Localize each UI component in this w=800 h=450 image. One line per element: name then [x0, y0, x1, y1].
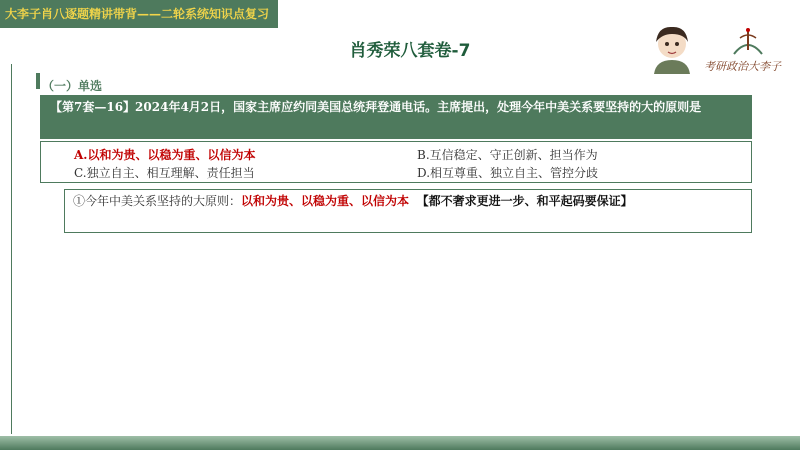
question-text: 【第7套—16】2024年4月2日，国家主席应约同美国总统拜登通电话。主席提出，处理今年中美关系要坚持的大的原则是: [50, 100, 702, 114]
option-a[interactable]: A.以和为贵、以稳为重、以信为本: [74, 148, 256, 162]
option-b[interactable]: B.互信稳定、守正创新、担当作为: [417, 148, 598, 162]
question-box: [40, 95, 752, 139]
option-c[interactable]: C.独立自主、相互理解、责任担当: [74, 166, 255, 180]
page-title: 肖秀荣八套卷-7: [349, 41, 471, 61]
answer-highlight: 以和为贵、以稳为重、以信为本: [241, 194, 410, 208]
banner-text: 大李子肖八逐题精讲带背——二轮系统知识点复习: [5, 7, 270, 21]
answer-note: 【都不奢求更进一步、和平起码要保证】: [416, 194, 633, 208]
avatar: [648, 24, 696, 74]
answer-prefix: ①今年中美关系坚持的大原则：: [73, 194, 242, 208]
options-box: [40, 141, 752, 183]
option-d[interactable]: D.相互尊重、独立自主、管控分歧: [417, 166, 599, 180]
section-marker: [36, 73, 40, 89]
top-banner: [0, 0, 278, 28]
left-divider: [11, 64, 12, 434]
brand-text: 考研政治大李子: [704, 60, 781, 73]
bottom-bar: [0, 436, 800, 450]
answer-box: [64, 189, 752, 233]
brand-logo-icon: [724, 26, 772, 56]
section-label: （一）单选: [42, 79, 103, 93]
